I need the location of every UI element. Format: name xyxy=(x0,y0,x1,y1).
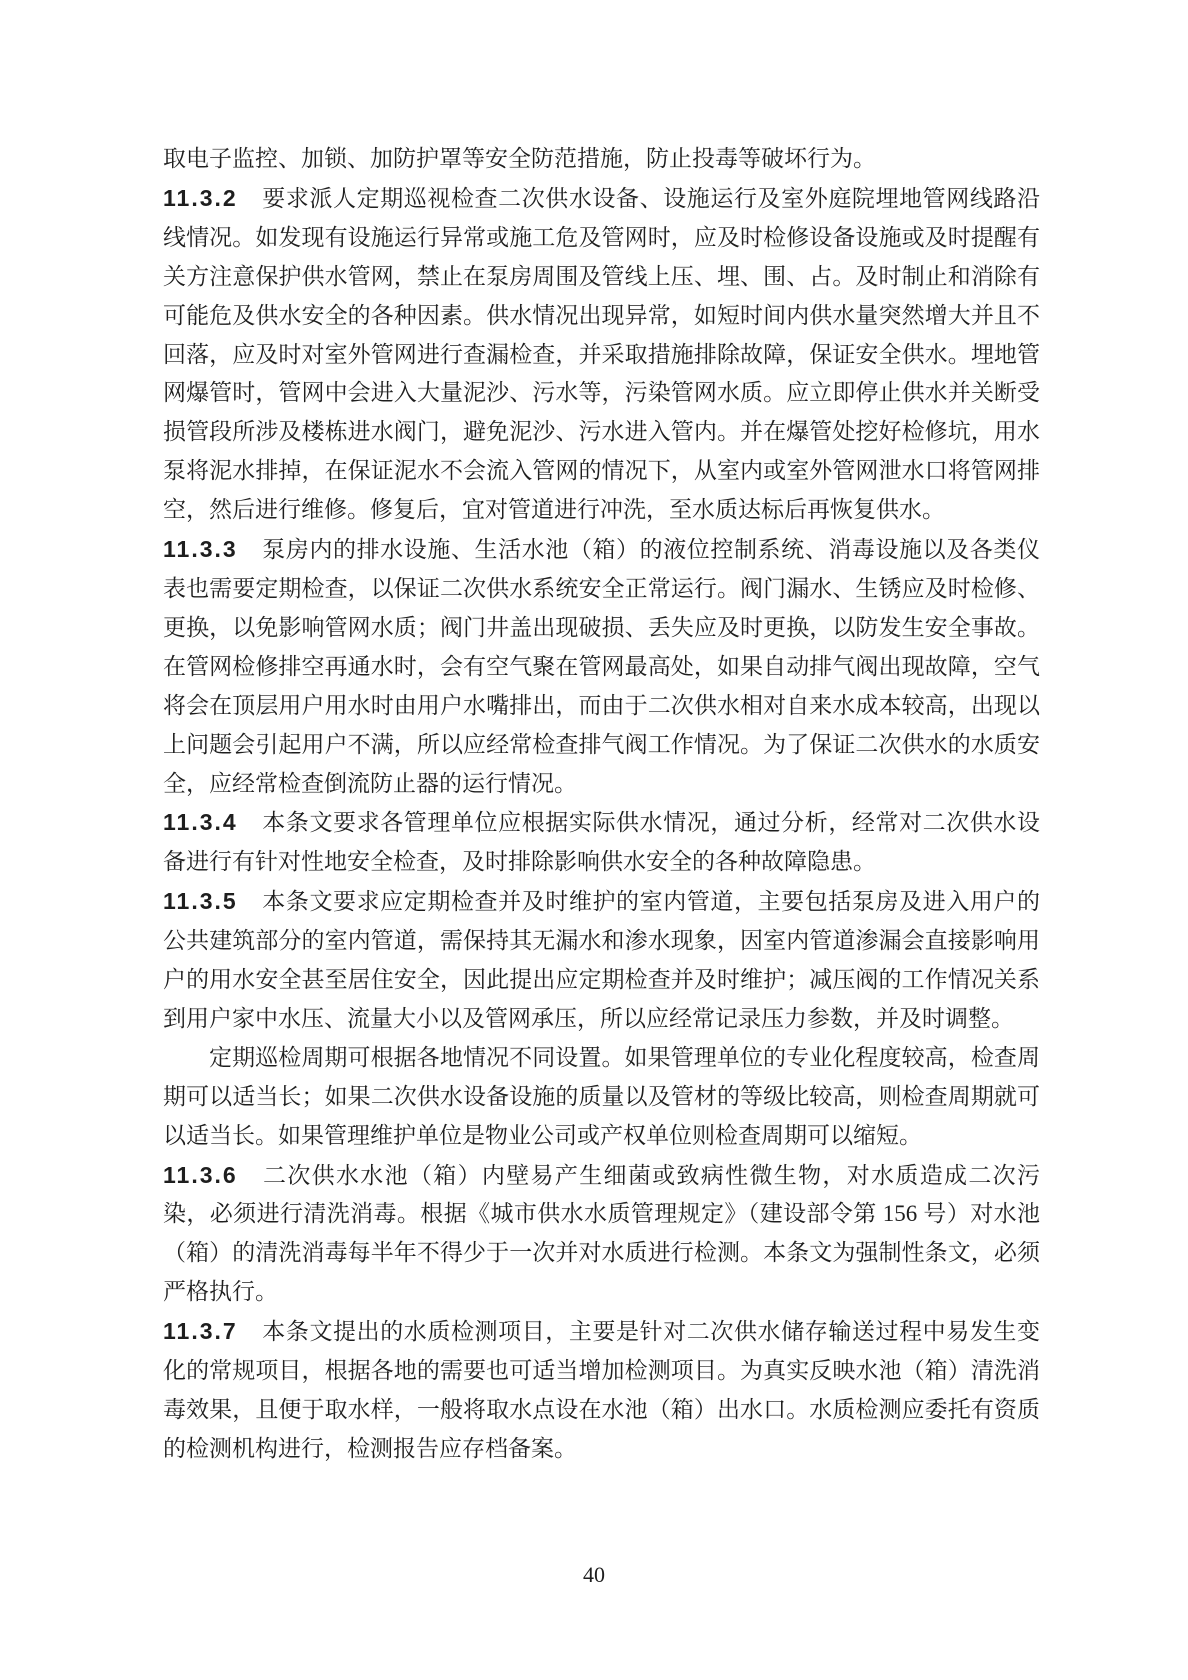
body-paragraph xyxy=(163,140,1040,179)
clause-paragraph xyxy=(163,803,1040,882)
paragraph-text: 取电子监控、加锁、加防护罩等安全防范措施，防止投毒等破坏行为。 xyxy=(163,146,876,171)
clause-paragraph xyxy=(163,1312,1040,1469)
paragraph-text: 泵房内的排水设施、生活水池（箱）的液位控制系统、消毒设施以及各类仪表也需要定期检查，以保证二次供水系统安全正常运行。阀门漏水、生锈应及时检修、更换，以免影响管网水质；阀门井盖出现破损、丢失应及时更换，以防发生安全事故。在管网检修排空再通水时，会有空气聚在管网最高处，如果自动排气阀出现故障，空气将会在顶层用户用水时由用户水嘴排出，而由于二次供水相对自来水成本较高，出现以上问题会引起用户不满，所以应经常检查排气阀工作情况。为了保证二次供水的水质安全，应经常检查倒流防止器的运行情况。 xyxy=(163,537,1040,796)
paragraph-text: 定期巡检周期可根据各地情况不同设置。如果管理单位的专业化程度较高，检查周期可以适当长；如果二次供水设备设施的质量以及管材的等级比较高，则检查周期就可以适当长。如果管理维护单位是物业公司或产权单位则检查周期可以缩短。 xyxy=(163,1044,1040,1148)
clause-number: 11.3.4 xyxy=(163,809,238,836)
clause-number: 11.3.5 xyxy=(163,888,238,915)
clause-paragraph xyxy=(163,179,1040,530)
paragraph-text: 要求派人定期巡视检查二次供水设备、设施运行及室外庭院埋地管网线路沿线情况。如发现有设施运行异常或施工危及管网时，应及时检修设备设施或及时提醒有关方注意保护供水管网，禁止在泵房周围及管线上压、埋、围、占。及时制止和消除有可能危及供水安全的各种因素。供水情况出现异常，如短时间内供水量突然增大并且不回落，应及时对室外管网进行查漏检查，并采取措施排除故障，保证安全供水。埋地管网爆管时，管网中会进入大量泥沙、污水等，污染管网水质。应立即停止供水并关断受损管段所涉及楼栋进水阀门，避免泥沙、污水进入管内。并在爆管处挖好检修坑，用水泵将泥水排掉，在保证泥水不会流入管网的情况下，从室内或室外管网泄水口将管网排空，然后进行维修。修复后，宜对管道进行冲洗，至水质达标后再恢复供水。 xyxy=(163,185,1040,523)
text-body xyxy=(163,140,1040,1469)
paragraph-text: 二次供水水池（箱）内壁易产生细菌或致病性微生物，对水质造成二次污染，必须进行清洗消毒。根据《城市供水水质管理规定》（建设部令第 156 号）对水池（箱）的清洗消毒每半年不得少于一次并对水质进行检测。本条文为强制性条文，必须严格执行。 xyxy=(163,1162,1040,1305)
paragraph-text: 本条文提出的水质检测项目，主要是针对二次供水储存输送过程中易发生变化的常规项目，根据各地的需要也可适当增加检测项目。为真实反映水池（箱）清洗消毒效果，且便于取水样，一般将取水点设在水池（箱）出水口。水质检测应委托有资质的检测机构进行，检测报告应存档备案。 xyxy=(163,1319,1040,1461)
clause-paragraph xyxy=(163,1156,1040,1313)
paragraph-text: 本条文要求各管理单位应根据实际供水情况，通过分析，经常对二次供水设备进行有针对性地安全检查，及时排除影响供水安全的各种故障隐患。 xyxy=(163,810,1040,875)
clause-number: 11.3.3 xyxy=(163,536,238,563)
clause-number: 11.3.2 xyxy=(163,184,238,211)
paragraph-text: 本条文要求应定期检查并及时维护的室内管道，主要包括泵房及进入用户的公共建筑部分的室内管道，需保持其无漏水和渗水现象，因室内管道渗漏会直接影响用户的用水安全甚至居住安全，因此提出应定期检查并及时维护；减压阀的工作情况关系到用户家中水压、流量大小以及管网承压，所以应经常记录压力参数，并及时调整。 xyxy=(163,889,1040,1031)
clause-number: 11.3.7 xyxy=(163,1318,238,1345)
clause-paragraph xyxy=(163,882,1040,1039)
page-number: 40 xyxy=(583,1562,605,1587)
clause-paragraph xyxy=(163,530,1040,803)
clause-number: 11.3.6 xyxy=(163,1161,238,1188)
body-paragraph xyxy=(163,1039,1040,1156)
